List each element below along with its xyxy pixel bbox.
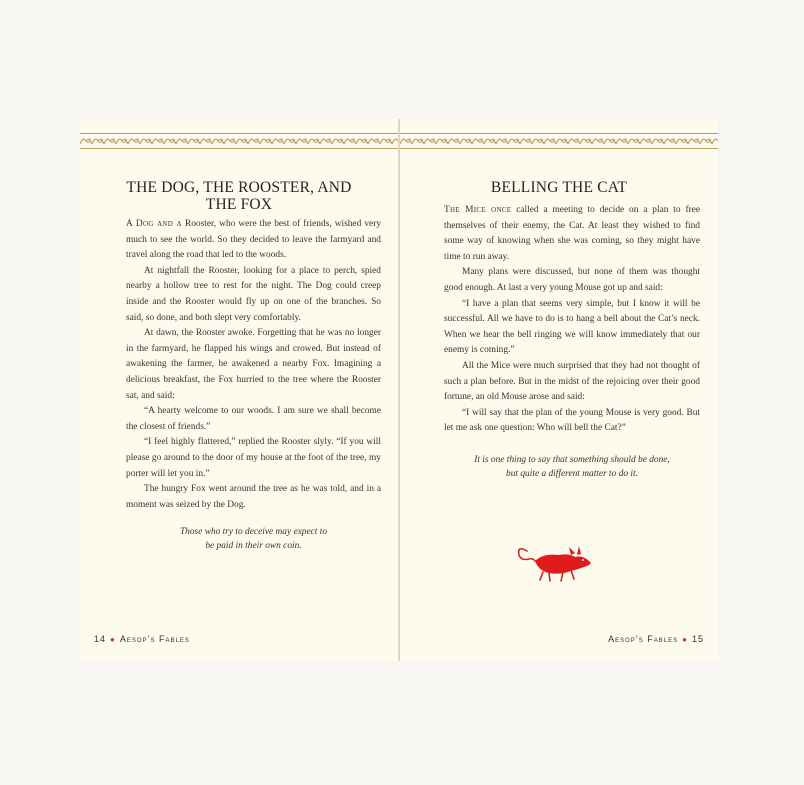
greek-key-border	[80, 133, 398, 149]
bullet-icon: ●	[110, 635, 116, 644]
moral	[126, 525, 381, 553]
paragraph: At dawn, the Rooster awoke. Forgetting that he was no longer in the farmyard, he flapped his wings and crowed. But instead of awakening the farmer, he awakened a nearby Fox. Imagining a delicious breakfast, the Fox hurried to the tree where the Rooster sat, and said:	[126, 328, 381, 401]
paragraph	[444, 203, 700, 265]
red-mouse-icon	[513, 539, 597, 587]
right-page	[400, 119, 718, 661]
story-title: THE DOG, THE ROOSTER, AND THE FOX	[126, 179, 352, 213]
paragraph: “I have a plan that seems very simple, but I know it will be successful. All we have to do is to hang a bell about the Cat’s neck. When we hear the bell ringing we will know immediately that our enemy is coming.”	[444, 298, 700, 356]
paragraph	[126, 217, 381, 264]
paragraph: All the Mice were much surprised that they had not thought of such a plan before. But in the midst of the rejoicing over their good fortune, an old Mouse arose and said:	[444, 360, 700, 403]
moral-line: but quite a different matter to do it.	[506, 468, 638, 479]
paragraph-text: Rooster, who were the best of friends, wished very much to see the world. So they decided to leave the farmyard and travel along the road that led to the woods.	[126, 219, 382, 261]
moral-line: be paid in their own coin.	[205, 541, 302, 552]
paragraph: “I will say that the plan of the young Mouse is very good. But let me ask one question: Who will bell the Cat?”	[444, 407, 700, 434]
moral-line: It is one thing to say that something should be done,	[474, 454, 670, 465]
paragraph: The hungry Fox went around the tree as he was told, and in a moment was seized by the Dog.	[126, 484, 381, 510]
bullet-icon: ●	[682, 635, 688, 644]
paragraph: “A hearty welcome to our woods. I am sure we shall become the closest of friends.”	[126, 406, 381, 432]
page-footer	[608, 634, 704, 644]
page-number: 15	[691, 634, 704, 644]
left-page	[80, 119, 398, 661]
book-title: Aesop’s Fables	[119, 634, 190, 644]
lead-smallcaps: A Dog and a	[126, 219, 182, 229]
wave-border-icon	[80, 134, 398, 148]
greek-key-border	[400, 133, 718, 149]
book-title: Aesop’s Fables	[608, 634, 679, 644]
paragraph-text: called a meeting to decide on a plan to free themselves of their enemy, the Cat. At least they wished to find some way of knowing when she was coming, so they might have time to run away.	[444, 205, 701, 262]
story-title: BELLING THE CAT	[490, 179, 628, 196]
lead-smallcaps: The Mice once	[444, 205, 512, 215]
paragraph: At nightfall the Rooster, looking for a place to perch, spied nearby a hollow tree to rest for the night. The Dog could creep inside and the Rooster would fly up on one of the branches. So said, so done, and both slept very comfortably.	[126, 265, 381, 323]
paragraph: “I feel highly flattered,” replied the Rooster slyly. “If you will please go around to the door of my house at the foot of the tree, my porter will let you in.”	[126, 437, 381, 479]
paragraph: Many plans were discussed, but none of them was thought good enough. At last a very young Mouse got up and said:	[444, 267, 700, 293]
wave-border-icon	[400, 134, 718, 148]
story-body	[444, 203, 700, 481]
moral-line: Those who try to deceive may expect to	[179, 527, 328, 538]
moral	[444, 453, 700, 481]
page-footer	[94, 634, 190, 644]
story-body	[126, 217, 381, 553]
book-spread	[80, 119, 718, 661]
page-number: 14	[94, 634, 107, 644]
